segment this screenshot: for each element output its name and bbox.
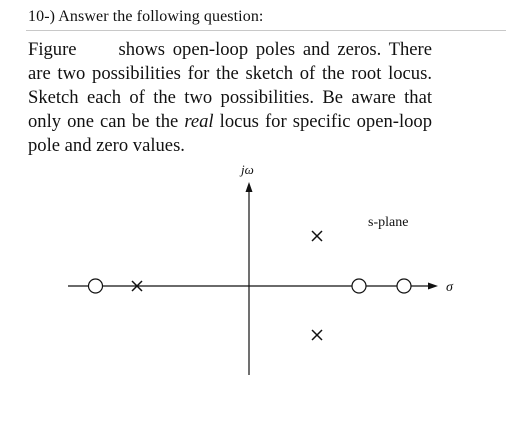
zero-marker-left [89,279,103,293]
imaginary-axis-arrow [246,182,253,192]
pole-marker-lower [312,330,322,340]
question-title: 10-) Answer the following question: [28,8,264,25]
body-text-b: locus for specific open-loop pole and zero values. [28,111,433,156]
real-axis-label: σ [446,280,453,295]
body-emphasis: real [184,111,214,132]
imaginary-axis-label: jω [241,162,254,177]
real-axis-arrow [428,283,438,290]
body-text-a: shows open-loop poles and zeros. There are two possibilities for the sketch of the root locus. Sketch each of the two possibilities. Be aware that only one can be the [28,39,432,132]
figure-word: Figure [28,39,77,60]
s-plane-label: s-plane [368,215,409,230]
pole-marker-upper [312,231,322,241]
zero-marker-right-1 [352,279,366,293]
zero-marker-right-2 [397,279,411,293]
